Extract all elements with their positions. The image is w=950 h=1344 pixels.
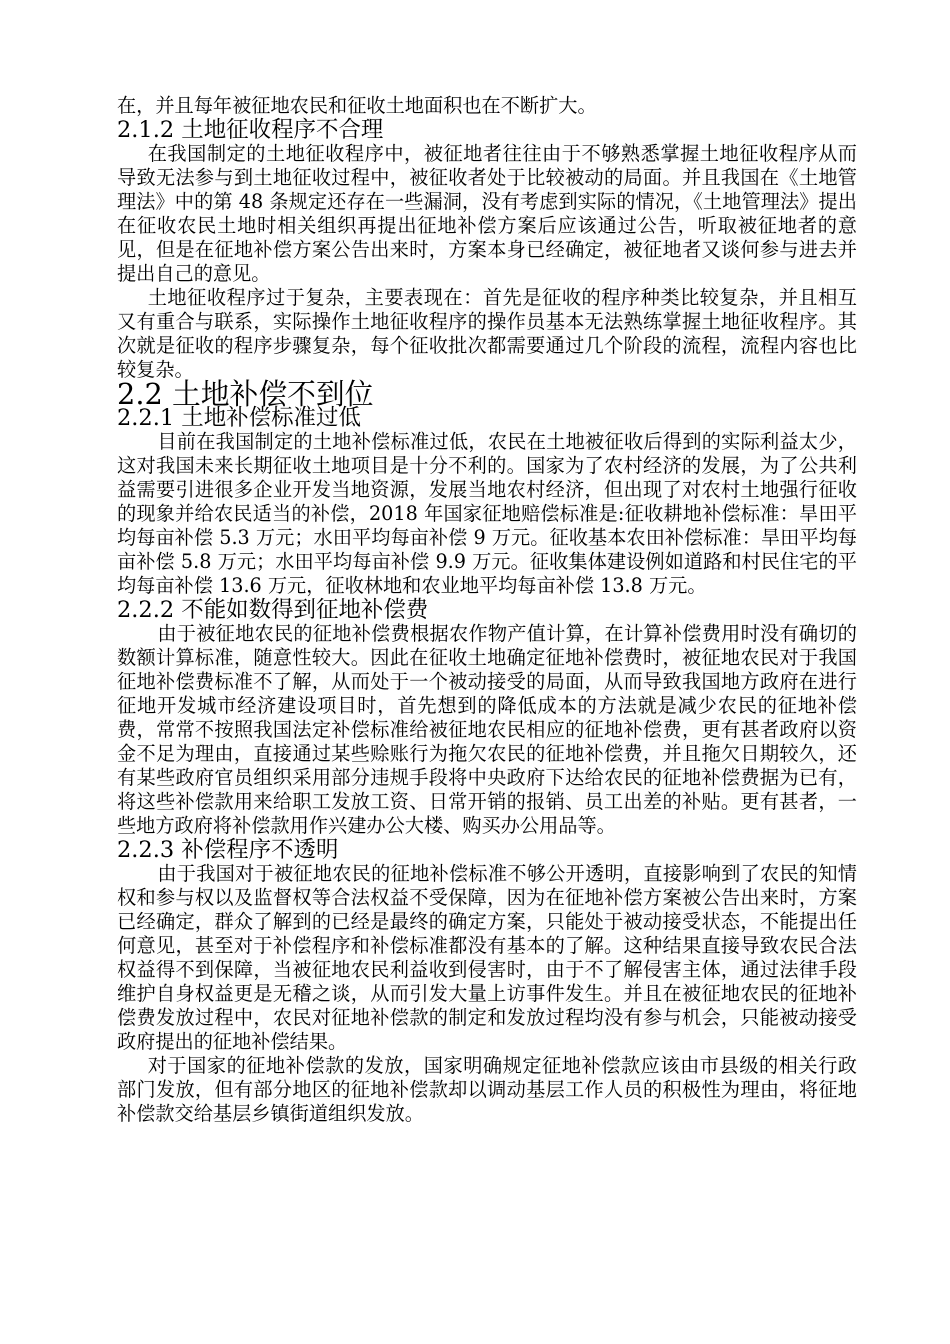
section-heading-2-2: 2.2 土地补偿不到位 (117, 377, 374, 411)
paragraph: 在我国制定的土地征收程序中，被征地者往往由于不够熟悉掌握土地征收程序从而导致无法参与到土地征收过程中，被征收者处于比较被动的局面。并且我国在《土地管理法》中的第 48 条规定还存在一些漏洞，没有考虑到实际的情况，《土地管理法》提出在征收农民土地时相关组织再提出征地补偿方案后应该通过公告，听取被征地者的意见，但是在征地补偿方案公告出来时，方案本身已经确定，被征地者又谈何参与进去并提出自己的意见。 (117, 142, 857, 285)
section-heading-2-2-2: 2.2.2 不能如数得到征地补偿费 (117, 597, 429, 623)
section-heading-2-2-3: 2.2.3 补偿程序不透明 (117, 837, 339, 863)
paragraph-continued: 在，并且每年被征地农民和征收土地面积也在不断扩大。 (117, 94, 597, 117)
document-page (117, 94, 857, 1126)
paragraph: 由于被征地农民的征地补偿费根据农作物产值计算，在计算补偿费用时没有确切的数额计算标准，随意性较大。因此在征收土地确定征地补偿费时，被征地农民对于我国征地补偿费标准不了解，从而处于一个被动接受的局面，从而导致我国地方政府在进行征地开发城市经济建设项目时，首先想到的降低成本的方法就是减少农民的征地补偿费，常常不按照我国法定补偿标准给被征地农民相应的征地补偿费，更有甚者政府以资金不足为理由，直接通过某些赊账行为拖欠农民的征地补偿费，并且拖欠日期较久，还有某些政府官员组织采用部分违规手段将中央政府下达给农民的征地补偿费据为已有，将这些补偿款用来给职工发放工资、日常开销的报销、员工出差的补贴。更有甚者，一些地方政府将补偿款用作兴建办公大楼、购买办公用品等。 (117, 622, 857, 837)
section-heading-2-1-2: 2.1.2 土地征收程序不合理 (117, 117, 384, 143)
paragraph: 对于国家的征地补偿款的发放，国家明确规定征地补偿款应该由市县级的相关行政部门发放，但有部分地区的征地补偿款却以调动基层工作人员的积极性为理由，将征地补偿款交给基层乡镇街道组织发放。 (117, 1054, 857, 1125)
paragraph: 由于我国对于被征地农民的征地补偿标准不够公开透明，直接影响到了农民的知情权和参与权以及监督权等合法权益不受保障，因为在征地补偿方案被公告出来时，方案已经确定，群众了解到的已经是最终的确定方案，只能处于被动接受状态，不能提出任何意见，甚至对于补偿程序和补偿标准都没有基本的了解。这种结果直接导致农民合法权益得不到保障，当被征地农民利益收到侵害时，由于不了解侵害主体，通过法律手段维护自身权益更是无稽之谈，从而引发大量上访事件发生。并且在被征地农民的征地补偿费发放过程中，农民对征地补偿款的制定和发放过程均没有参与机会，只能被动接受政府提出的征地补偿结果。 (117, 862, 857, 1053)
section-heading-2-2-1: 2.2.1 土地补偿标准过低 (117, 405, 361, 431)
paragraph: 目前在我国制定的土地补偿标准过低，农民在土地被征收后得到的实际利益太少，这对我国未来长期征收土地项目是十分不利的。国家为了农村经济的发展，为了公共利益需要引进很多企业开发当地资源，发展当地农村经济，但出现了对农村土地强行征收的现象并给农民适当的补偿，2018 年国家征地赔偿标准是:征收耕地补偿标准：旱田平均每亩补偿 5.3 万元；水田平均每亩补偿 9 万元。征收基本农田补偿标准：旱田平均每亩补偿 5.8 万元；水田平均每亩补偿 9.9 万元。征收集体建设例如道路和村民住宅的平均每亩补偿 13.6 万元，征收林地和农业地平均每亩补偿 13.8 万元。 (117, 430, 857, 597)
paragraph: 土地征收程序过于复杂，主要表现在：首先是征收的程序种类比较复杂，并且相互又有重合与联系，实际操作土地征收程序的操作员基本无法熟练掌握土地征收程序。其次就是征收的程序步骤复杂，每个征收批次都需要通过几个阶段的流程，流程内容也比较复杂。 (117, 286, 857, 381)
